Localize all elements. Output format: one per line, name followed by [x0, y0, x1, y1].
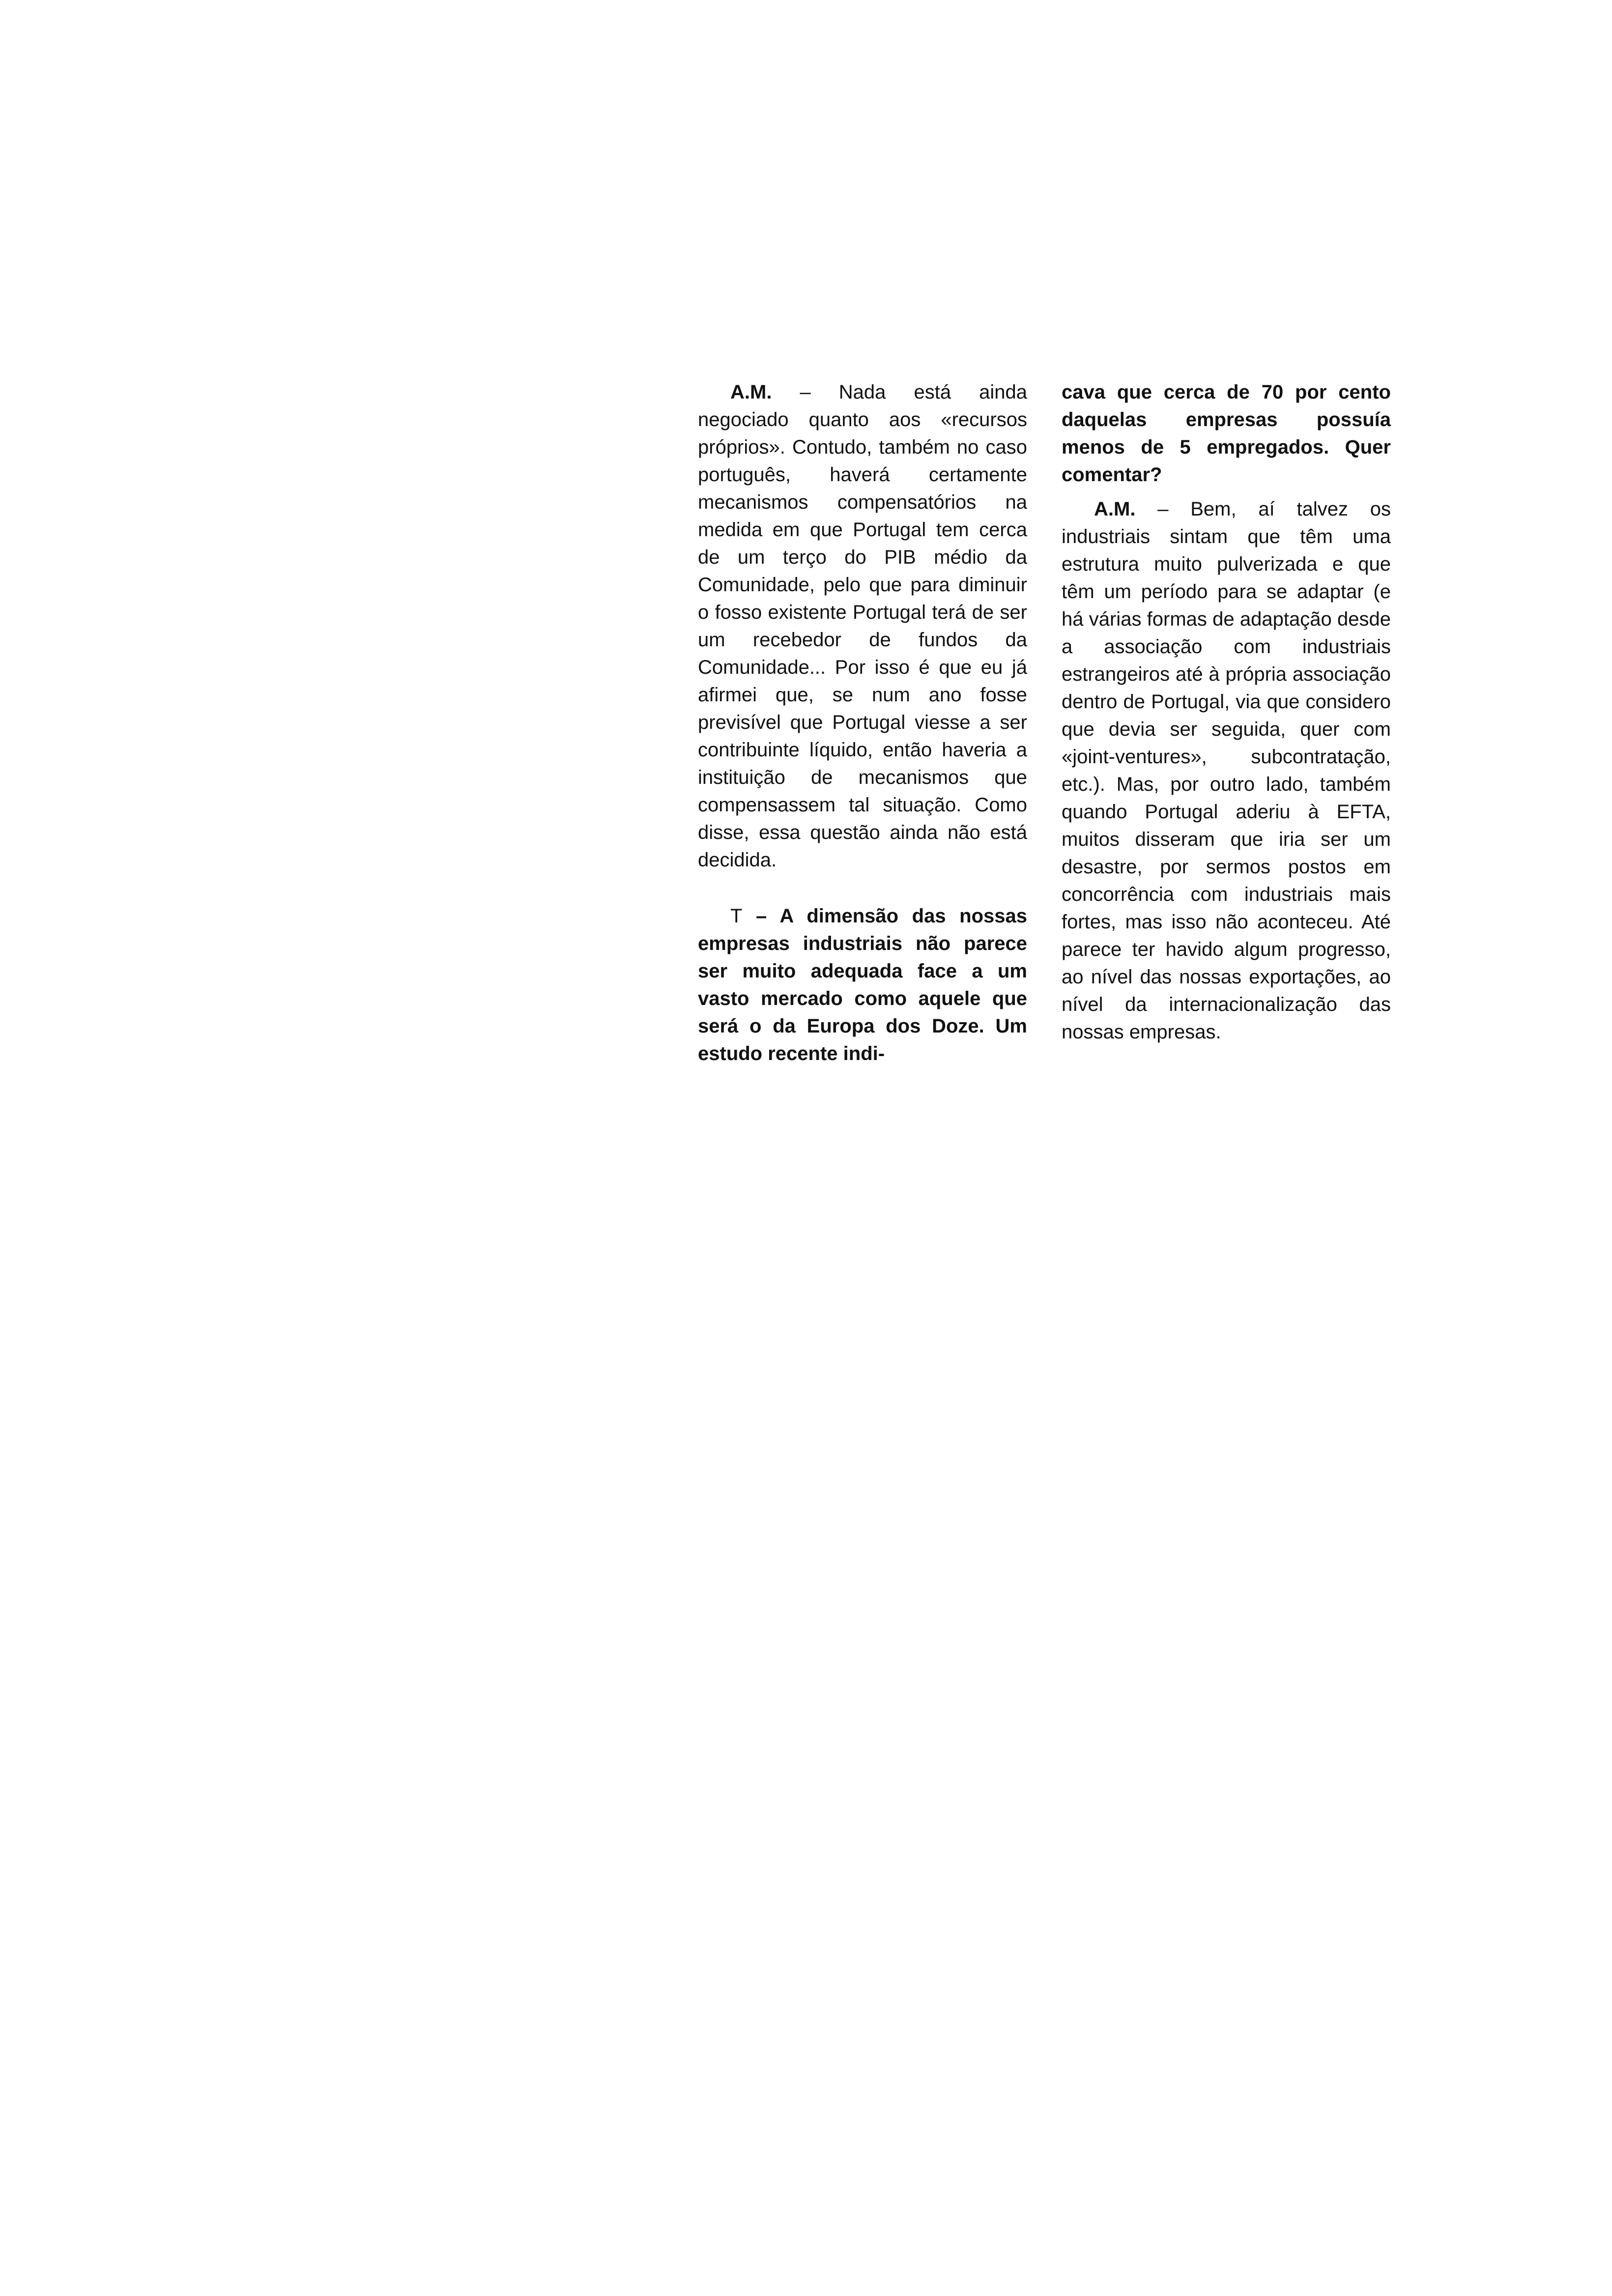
question-text: – A dimensão das nossas empresas industriais não parece ser muito adequada face a um vasto mercado como aquele que será o da Europa dos Doze. Um estudo recente indi-	[698, 905, 1027, 1064]
question-text: cava que cerca de 70 por cento daquelas empresas possuía menos de 5 empregados. Quer comentar?	[1062, 381, 1391, 486]
answer-paragraph-1	[698, 378, 1027, 874]
speaker-label: T	[730, 905, 743, 927]
article-column-right	[1062, 378, 1391, 1046]
speaker-label: A.M.	[730, 381, 772, 403]
speaker-label: A.M.	[1094, 498, 1136, 520]
question-paragraph-1	[698, 902, 1027, 1067]
article-column-left	[698, 378, 1027, 1067]
question-continuation	[1062, 378, 1391, 488]
answer-text: – Nada está ainda negociado quanto aos «recursos próprios». Contudo, também no caso português, haverá certamente mecanismos compensatórios na medida em que Portugal tem cerca de um terço do PIB médio da Comunidade, pelo que para diminuir o fosso existente Portugal terá de ser um recebedor de fundos da Comunidade... Por isso é que eu já afirmei que, se num ano fosse previsível que Portugal viesse a ser contribuinte líquido, então haveria a instituição de mecanismos que compensassem tal situação. Como disse, essa questão ainda não está decidida.	[698, 381, 1027, 871]
answer-paragraph-2	[1062, 495, 1391, 1046]
answer-text: – Bem, aí talvez os industriais sintam que têm uma estrutura muito pulverizada e que têm um período para se adaptar (e há várias formas de adaptação desde a associação com industriais estrangeiros até à própria associação dentro de Portugal, via que considero que devia ser seguida, quer com «joint-ventures», subcontratação, etc.). Mas, por outro lado, também quando Portugal aderiu à EFTA, muitos disseram que iria ser um desastre, por sermos postos em concorrência com industriais mais fortes, mas isso não aconteceu. Até parece ter havido algum progresso, ao nível das nossas exportações, ao nível da internacionalização das nossas empresas.	[1062, 498, 1391, 1043]
